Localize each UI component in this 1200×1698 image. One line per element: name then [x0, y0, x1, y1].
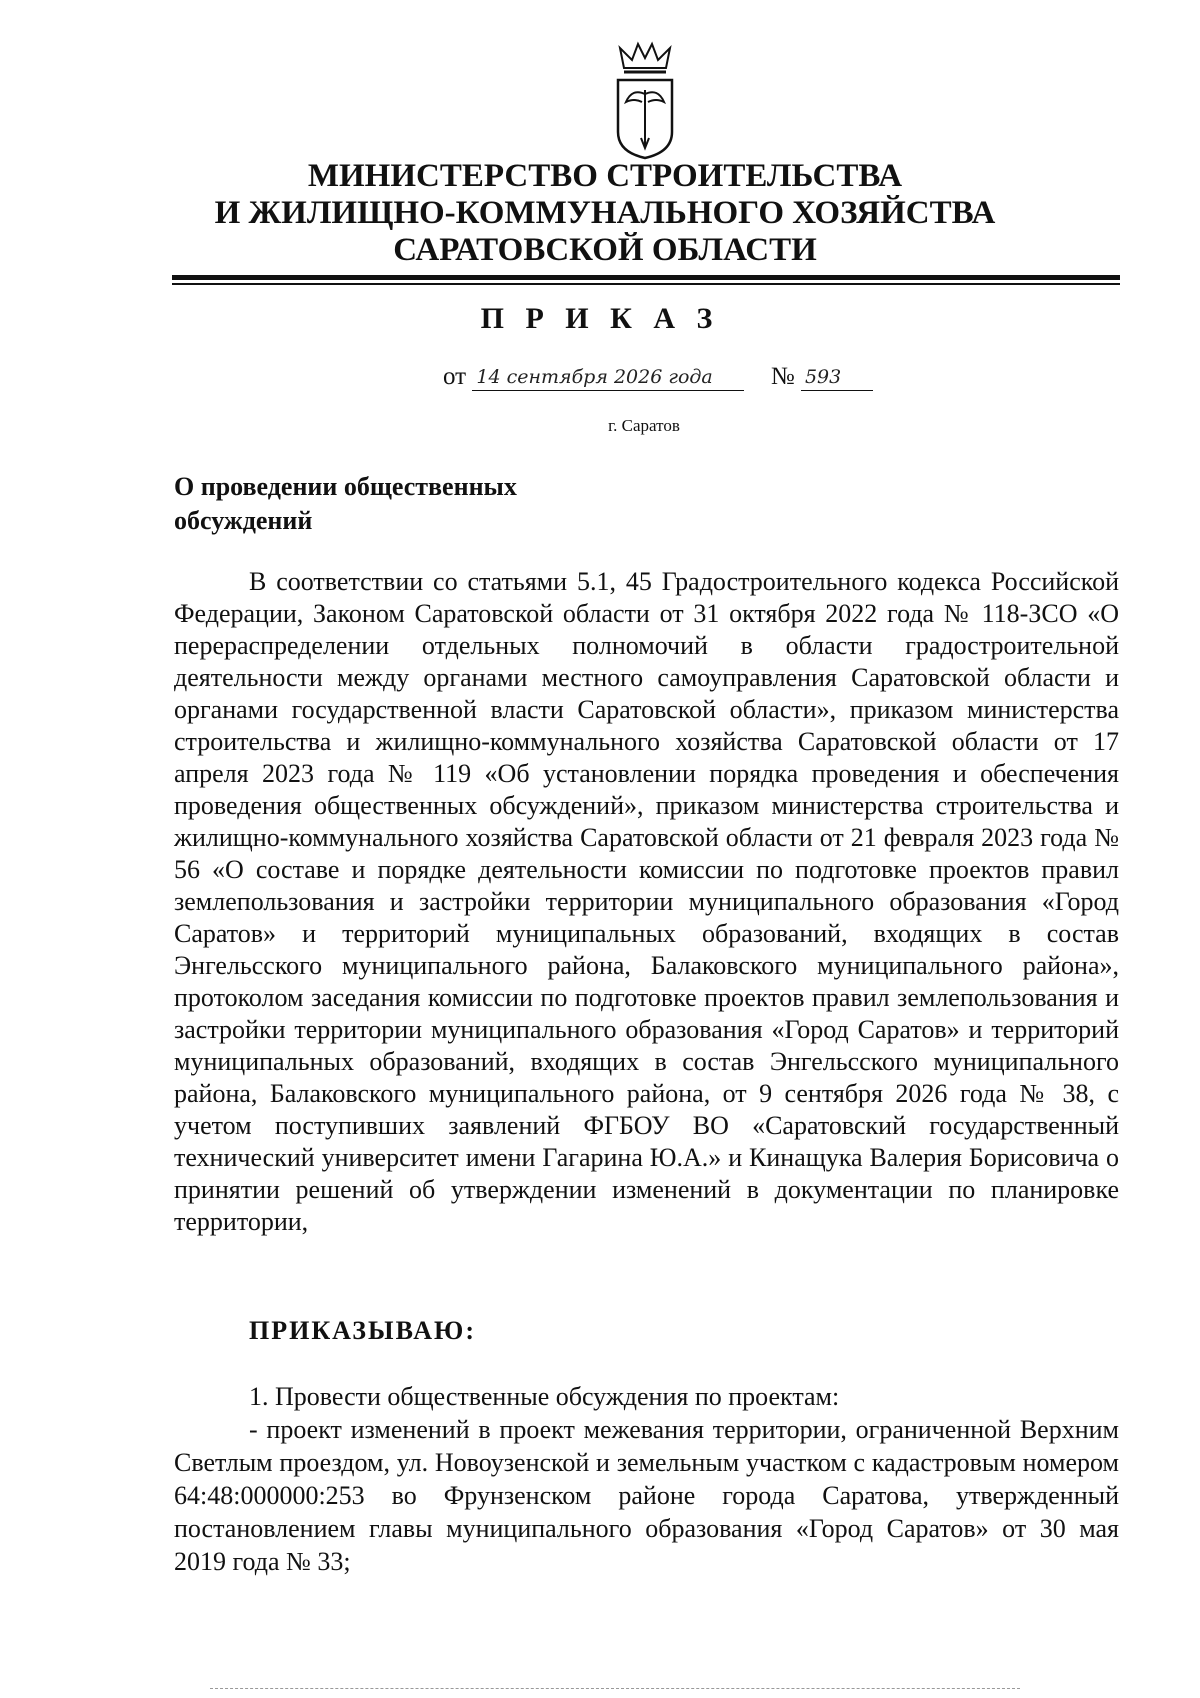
order-item-1-subitem-1: - проект изменений в проект межевания территории, ограниченной Верхним Светлым проездом, ул. Новоузенской и земельным участком с кадастровым номером 64:48:000000:253 во Фрунзенском районе города Саратова, утвержденный постановлением главы муниципального образования «Город Саратов» от 30 мая 2019 года № 33; — [174, 1415, 1119, 1576]
order-word: ПРИКАЗЫВАЮ: — [249, 1316, 476, 1345]
ministry-name-line-3: САРАТОВСКОЙ ОБЛАСТИ — [393, 232, 817, 268]
handwritten-date: 14 сентября 2026 года — [476, 366, 713, 388]
title-line-1: О проведении общественных — [174, 472, 517, 501]
preamble-block — [174, 566, 1119, 1238]
ministry-name-line-1: МИНИСТЕРСТВО СТРОИТЕЛЬСТВА — [307, 158, 903, 194]
ministry-header — [170, 158, 1040, 269]
saratov-coat-of-arms-icon — [614, 40, 676, 160]
date-number-line — [443, 362, 873, 391]
page-bottom-edge — [210, 1688, 1020, 1689]
date-prefix: от — [443, 363, 467, 390]
handwritten-number: 593 — [804, 366, 842, 388]
date-field — [472, 362, 744, 391]
document-title — [174, 470, 517, 538]
order-items — [174, 1380, 1119, 1578]
header-rule-thin — [172, 283, 1120, 285]
number-field — [801, 362, 873, 391]
document-type: П Р И К А З — [480, 302, 720, 335]
header-rule-thick — [172, 275, 1120, 280]
city-label: г. Саратов — [608, 416, 680, 435]
ministry-name-line-2: И ЖИЛИЩНО-КОММУНАЛЬНОГО ХОЗЯЙСТВА — [214, 195, 996, 231]
number-prefix: № — [770, 363, 795, 390]
order-item-1: 1. Провести общественные обсуждения по проектам: — [249, 1382, 840, 1411]
title-line-2: обсуждений — [174, 506, 313, 535]
preamble-paragraph: В соответствии со статьями 5.1, 45 Градостроительного кодекса Российской Федерации, Законом Саратовской области от 31 октября 2022 года № 118-ЗСО «О перераспределении отдельных полномочий в области градостроительной деятельности между органами местного самоуправления Саратовской области и органами государственной власти Саратовской области», приказом министерства строительства и жилищно-коммунального хозяйства Саратовской области от 17 апреля 2023 года № 119 «Об установлении порядка проведения и обеспечения проведения общественных обсуждений», приказом министерства строительства и жилищно-коммунального хозяйства Саратовской области от 21 февраля 2023 года № 56 «О составе и порядке деятельности комиссии по подготовке проектов правил землепользования и застройки территории муниципального образования «Город Саратов» и территорий муниципальных образований, входящих в состав Энгельсского муниципального района, Балаковского муниципального района», протоколом заседания комиссии по подготовке проектов правил землепользования и застройки территории муниципального образования «Город Саратов» и территорий муниципальных образований, входящих в состав Энгельсского муниципального района, Балаковского муниципального района, от 9 сентября 2026 года № 38, с учетом поступивших заявлений ФГБОУ ВО «Саратовский государственный технический университет имени Гагарина Ю.А.» и Кинащука Валерия Борисовича о принятии решений об утверждении изменений в документации по планировке территории, — [174, 567, 1119, 1236]
